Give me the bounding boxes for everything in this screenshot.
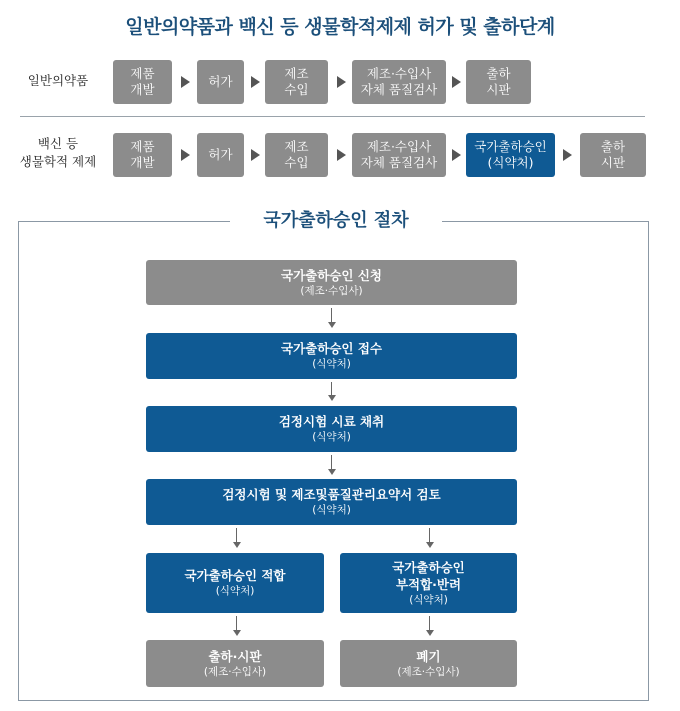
step-sub-text: (제조·수입사)	[300, 284, 363, 297]
row-label-line: 일반의약품	[27, 73, 89, 88]
step-box	[352, 133, 446, 177]
outcome-disposal	[340, 640, 517, 687]
step-text: 허가	[208, 147, 233, 162]
arrow-down-icon	[426, 630, 434, 636]
step-text: 출하	[486, 66, 511, 81]
procedure-step-apply	[146, 260, 517, 305]
step-text: 제조	[284, 66, 309, 81]
connector-line	[236, 528, 237, 543]
step-text: 제조	[284, 139, 309, 154]
arrow-down-icon	[328, 322, 336, 328]
step-box	[113, 133, 172, 177]
arrow-right-icon	[563, 149, 572, 161]
step-sub-text: (식약처)	[215, 585, 255, 597]
step-text: 시판	[486, 82, 511, 97]
procedure-step-sampling	[146, 406, 517, 452]
connector-line	[331, 382, 332, 396]
procedure-step-review	[146, 479, 517, 525]
step-text: 제조·수입사	[366, 66, 432, 81]
connector-line	[331, 308, 332, 323]
step-text: 수입	[284, 155, 309, 170]
arrow-right-icon	[251, 76, 260, 88]
step-text: 국가출하승인	[474, 139, 547, 154]
step-main-text: 검정시험 시료 채취	[278, 414, 385, 429]
step-box-highlight	[466, 133, 555, 177]
step-sub-text: (제조·수입사)	[397, 665, 460, 678]
step-main-text: 출하·시판	[208, 648, 262, 664]
step-box	[197, 60, 244, 104]
decision-approved	[146, 553, 324, 613]
step-text: 개발	[130, 82, 155, 97]
decision-rejected	[340, 553, 517, 613]
step-box	[466, 60, 531, 104]
arrow-right-icon	[337, 149, 346, 161]
step-main-text: 국가출하승인 접수	[281, 341, 382, 356]
step-main-text: 국가출하승인 신청	[281, 267, 382, 283]
row-label-line: 백신 등	[37, 136, 79, 151]
step-box	[265, 60, 328, 104]
step-text: 자체 품질검사	[360, 155, 438, 170]
procedure-step-receive	[146, 333, 517, 379]
arrow-down-icon	[328, 469, 336, 475]
step-text: 시판	[600, 155, 626, 170]
arrow-right-icon	[181, 76, 190, 88]
step-box	[352, 60, 446, 104]
step-text: (식약처)	[487, 155, 534, 170]
step-box	[580, 133, 646, 177]
step-sub-text: (식약처)	[409, 593, 448, 606]
step-main-text: 국가출하승인 적합	[184, 568, 286, 583]
step-sub-text: (식약처)	[312, 431, 351, 443]
step-main-text: 검정시험 및 제조및품질관리요약서 검토	[222, 487, 441, 502]
step-text: 제품	[130, 66, 155, 81]
step-box	[113, 60, 172, 104]
step-sub-text: (식약처)	[312, 504, 351, 516]
arrow-right-icon	[251, 149, 260, 161]
row-label-general-drugs	[18, 72, 98, 90]
row-label-line: 생물학적 제제	[19, 154, 97, 169]
step-text: 자체 품질검사	[360, 82, 438, 97]
arrow-down-icon	[233, 630, 241, 636]
step-box	[265, 133, 328, 177]
connector-line	[236, 616, 237, 631]
step-text: 수입	[284, 82, 309, 97]
step-text: 허가	[208, 74, 233, 89]
arrow-down-icon	[426, 542, 434, 548]
step-text: 개발	[130, 155, 155, 170]
step-sub-text: (식약처)	[312, 358, 351, 370]
arrow-down-icon	[328, 395, 336, 401]
step-main-text: 국가출하승인	[392, 559, 465, 575]
row-label-vaccines	[12, 135, 104, 171]
procedure-title: 국가출하승인 절차	[230, 209, 442, 233]
page-title: 일반의약품과 백신 등 생물학적제제 허가 및 출하단계	[125, 16, 555, 38]
step-text: 제품	[130, 139, 155, 154]
arrow-right-icon	[181, 149, 190, 161]
arrow-right-icon	[452, 149, 461, 161]
divider	[20, 116, 645, 117]
arrow-down-icon	[233, 542, 241, 548]
step-main-text: 부적합·반려	[395, 576, 462, 592]
connector-line	[429, 528, 430, 543]
connector-line	[429, 616, 430, 631]
outcome-release	[146, 640, 324, 687]
arrow-right-icon	[337, 76, 346, 88]
arrow-right-icon	[452, 76, 461, 88]
connector-line	[331, 455, 332, 470]
step-sub-text: (제조·수입사)	[203, 665, 267, 678]
step-main-text: 폐기	[416, 648, 441, 664]
step-text: 출하	[600, 139, 626, 154]
step-text: 제조·수입사	[366, 139, 432, 154]
step-box	[197, 133, 244, 177]
